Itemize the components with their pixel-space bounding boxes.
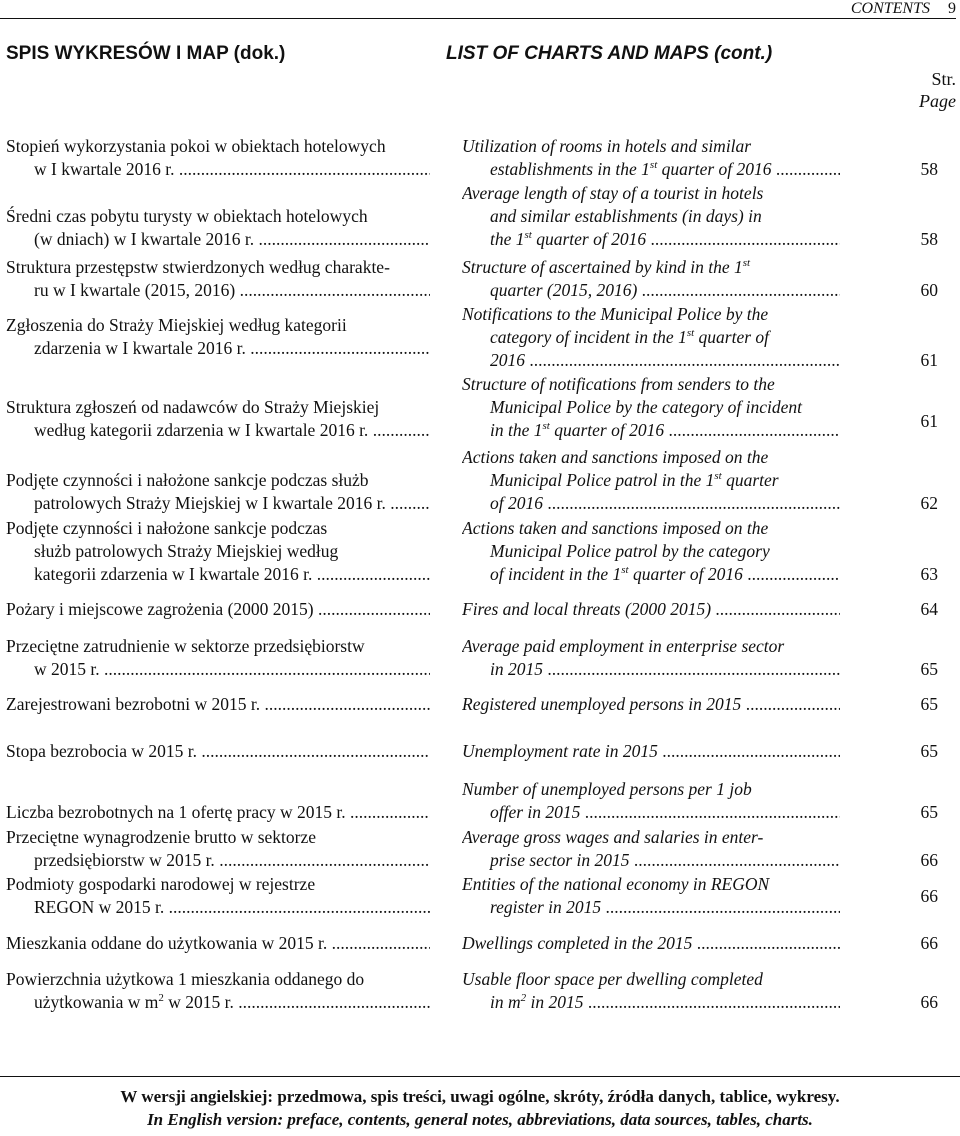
entry-en-line: in $m^2$ in 2015 ..... bbox=[462, 991, 840, 1014]
entry-page-number: 62 bbox=[920, 493, 938, 513]
entry-page-number: 60 bbox=[920, 280, 938, 300]
entry-pl-line: Zgłoszenia do Straży Miejskiej według kategorii bbox=[6, 315, 347, 335]
entry-en-0 bbox=[462, 135, 840, 181]
entry-en-line: Dwellings completed in the 2015 ..... bbox=[462, 932, 840, 955]
entry-pl-line: użytkowania w $m^2$ w 2015 r. ..... bbox=[6, 991, 430, 1014]
entry-pl-line: zdarzenia w I kwartale 2016 r. ..... bbox=[6, 337, 430, 360]
entry-pl-line: Liczba bezrobotnych na 1 ofertę pracy w 2015 r. ..... bbox=[6, 801, 430, 824]
entry-en-8 bbox=[462, 635, 840, 681]
page-label-en: Page bbox=[919, 91, 956, 111]
entry-en-line: the 1st quarter of 2016 ..... bbox=[462, 228, 840, 251]
entry-pl-0 bbox=[6, 135, 430, 181]
entry-en-line: Structure of ascertained by kind in the 1st bbox=[462, 257, 751, 277]
entry-page-number: 65 bbox=[920, 659, 938, 679]
entry-page-number: 66 bbox=[920, 992, 938, 1012]
footer-line-pl: W wersji angielskiej: przedmowa, spis treści, uwagi ogólne, skróty, źródła danych, tablice, wykresy. bbox=[120, 1087, 840, 1106]
title-english: LIST OF CHARTS AND MAPS (cont.) bbox=[446, 43, 773, 64]
entry-page-number: 66 bbox=[920, 933, 938, 953]
entry-pl-line: (w dniach) w I kwartale 2016 r. ..... bbox=[6, 228, 430, 251]
entry-pl-line: Stopa bezrobocia w 2015 r. ..... bbox=[6, 740, 430, 763]
entry-pl-line: Stopień wykorzystania pokoi w obiektach hotelowych bbox=[6, 136, 386, 156]
entry-en-line: register in 2015 ..... bbox=[462, 896, 840, 919]
entry-pl-line: Przeciętne wynagrodzenie brutto w sektorze bbox=[6, 827, 317, 847]
entry-page-number: 65 bbox=[920, 802, 938, 822]
page-label-pl: Str. bbox=[931, 69, 956, 89]
entry-en-line: Fires and local threats (2000 2015) ..... bbox=[462, 598, 840, 621]
entry-pl-2 bbox=[6, 256, 430, 302]
entry-pl-4 bbox=[6, 396, 430, 442]
entry-en-line: quarter (2015, 2016) ..... bbox=[462, 279, 840, 302]
entry-en-5 bbox=[462, 446, 840, 515]
entry-page-number: 65 bbox=[920, 741, 938, 761]
entry-en-7 bbox=[462, 598, 840, 621]
entry-en-13 bbox=[462, 873, 840, 919]
entry-en-line: of incident in the 1st quarter of 2016 ..... bbox=[462, 563, 840, 586]
entry-en-line: establishments in the 1st quarter of 2016 ..... bbox=[462, 158, 840, 181]
entry-pl-14 bbox=[6, 932, 430, 955]
entry-pl-line: Struktura zgłoszeń od nadawców do Straży Miejskiej bbox=[6, 397, 380, 417]
entry-pl-line: ru w I kwartale (2015, 2016) ..... bbox=[6, 279, 430, 302]
entry-pl-line: Powierzchnia użytkowa 1 mieszkania oddanego do bbox=[6, 969, 365, 989]
entry-pl-line: Podjęte czynności i nałożone sankcje podczas służb bbox=[6, 470, 369, 490]
entry-en-3 bbox=[462, 303, 840, 372]
entry-en-line: prise sector in 2015 ..... bbox=[462, 849, 840, 872]
entry-en-line: category of incident in the 1st quarter of bbox=[490, 327, 770, 347]
entry-pl-line: Podmioty gospodarki narodowej w rejestrze bbox=[6, 874, 316, 894]
entry-pl-line: Średni czas pobytu turysty w obiektach hotelowych bbox=[6, 206, 368, 226]
entry-en-line: Municipal Police patrol in the 1st quarter bbox=[490, 470, 779, 490]
entry-pl-line: kategorii zdarzenia w I kwartale 2016 r. ..... bbox=[6, 563, 430, 586]
entry-pl-line: służb patrolowych Straży Miejskiej według bbox=[34, 541, 339, 561]
entry-en-line: Unemployment rate in 2015 ..... bbox=[462, 740, 840, 763]
entry-pl-10 bbox=[6, 740, 430, 763]
entry-en-12 bbox=[462, 826, 840, 872]
entry-pl-line: Mieszkania oddane do użytkowania w 2015 r. ..... bbox=[6, 932, 430, 955]
entry-en-line: Average length of stay of a tourist in hotels bbox=[462, 183, 764, 203]
entry-pl-line: Struktura przestępstw stwierdzonych według charakte- bbox=[6, 257, 390, 277]
entry-en-line: Usable floor space per dwelling completed bbox=[462, 969, 763, 989]
entry-pl-6 bbox=[6, 517, 430, 586]
entry-en-line: Municipal Police patrol by the category bbox=[490, 541, 770, 561]
entry-en-14 bbox=[462, 932, 840, 955]
entry-en-line: Utilization of rooms in hotels and similar bbox=[462, 136, 752, 156]
footer-line-en: In English version: preface, contents, general notes, abbreviations, data sources, tables, charts. bbox=[147, 1110, 813, 1129]
entry-pl-13 bbox=[6, 873, 430, 919]
entry-page-number: 61 bbox=[920, 350, 938, 370]
entry-page-number: 58 bbox=[920, 159, 938, 179]
section-name: CONTENTS bbox=[850, 0, 930, 17]
entry-pl-12 bbox=[6, 826, 430, 872]
entry-pl-line: według kategorii zdarzenia w I kwartale 2016 r. ..... bbox=[6, 419, 430, 442]
entry-pl-1 bbox=[6, 205, 430, 251]
entry-pl-line: Pożary i miejscowe zagrożenia (2000 2015) ..... bbox=[6, 598, 430, 621]
entry-en-10 bbox=[462, 740, 840, 763]
footer-note bbox=[0, 1076, 960, 1136]
entry-page-number: 61 bbox=[920, 411, 938, 431]
entry-en-line: Entities of the national economy in REGON bbox=[462, 874, 770, 894]
entry-en-line: in the 1st quarter of 2016 ..... bbox=[462, 419, 840, 442]
entry-en-1 bbox=[462, 182, 840, 251]
entry-en-line: Structure of notifications from senders to the bbox=[462, 374, 775, 394]
entry-pl-5 bbox=[6, 469, 430, 515]
entry-en-line: 2016 ..... bbox=[462, 349, 840, 372]
entry-en-6 bbox=[462, 517, 840, 586]
entry-pl-11 bbox=[6, 801, 430, 824]
entry-en-11 bbox=[462, 778, 840, 824]
entry-pl-8 bbox=[6, 635, 430, 681]
entry-pl-line: przedsiębiorstw w 2015 r. ..... bbox=[6, 849, 430, 872]
entry-pl-line: Podjęte czynności i nałożone sankcje podczas bbox=[6, 518, 328, 538]
entry-pl-line: Przeciętne zatrudnienie w sektorze przedsiębiorstw bbox=[6, 636, 365, 656]
entry-en-line: Notifications to the Municipal Police by the bbox=[462, 304, 769, 324]
entry-en-line: and similar establishments (in days) in bbox=[490, 206, 762, 226]
page-number: 9 bbox=[948, 0, 956, 17]
entry-pl-line: REGON w 2015 r. ..... bbox=[6, 896, 430, 919]
entry-pl-line: patrolowych Straży Miejskiej w I kwartale 2016 r. ..... bbox=[6, 492, 430, 515]
entry-pl-line: w I kwartale 2016 r. ..... bbox=[6, 158, 430, 181]
entry-en-line: Number of unemployed persons per 1 job bbox=[462, 779, 752, 799]
entry-en-line: offer in 2015 ..... bbox=[462, 801, 840, 824]
entry-en-4 bbox=[462, 373, 840, 442]
entry-en-2 bbox=[462, 256, 840, 302]
entry-en-line: of 2016 ..... bbox=[462, 492, 840, 515]
entry-pl-7 bbox=[6, 598, 430, 621]
entry-en-line: Municipal Police by the category of incident bbox=[490, 397, 802, 417]
entry-en-line: Registered unemployed persons in 2015 ..... bbox=[462, 693, 840, 716]
entry-en-line: Average gross wages and salaries in enter- bbox=[462, 827, 764, 847]
entry-pl-15 bbox=[6, 968, 430, 1014]
entry-pl-9 bbox=[6, 693, 430, 716]
entry-page-number: 63 bbox=[920, 564, 938, 584]
entry-page-number: 58 bbox=[920, 229, 938, 249]
entry-en-line: Average paid employment in enterprise sector bbox=[462, 636, 785, 656]
entry-en-line: in 2015 ..... bbox=[462, 658, 840, 681]
entry-page-number: 64 bbox=[920, 599, 938, 619]
entry-page-number: 66 bbox=[920, 886, 938, 906]
entry-en-line: Actions taken and sanctions imposed on the bbox=[462, 447, 769, 467]
title-polish: SPIS WYKRESÓW I MAP (dok.) bbox=[6, 43, 286, 64]
entry-en-line: Actions taken and sanctions imposed on the bbox=[462, 518, 769, 538]
entry-page-number: 65 bbox=[920, 694, 938, 714]
entry-pl-line: Zarejestrowani bezrobotni w 2015 r. ..... bbox=[6, 693, 430, 716]
entry-pl-3 bbox=[6, 314, 430, 360]
entry-pl-line: w 2015 r. ..... bbox=[6, 658, 430, 681]
entry-page-number: 66 bbox=[920, 850, 938, 870]
entry-en-15 bbox=[462, 968, 840, 1014]
entry-en-9 bbox=[462, 693, 840, 716]
